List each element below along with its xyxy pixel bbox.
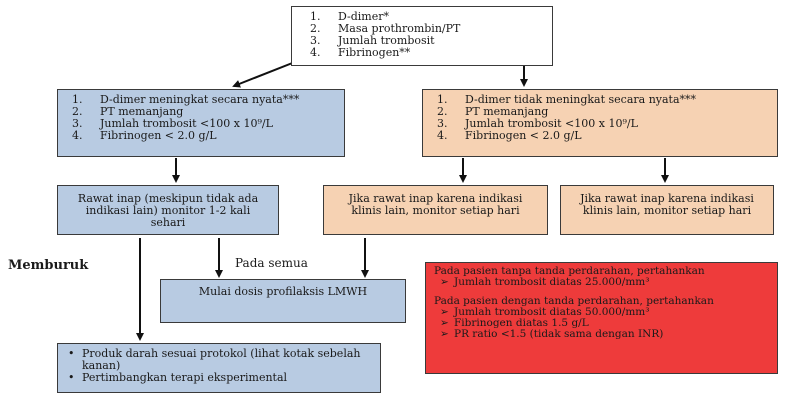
red-item: ➢ Jumlah trombosit diatas 50.000/mm³ xyxy=(440,306,650,318)
top-item: 1. D-dimer* xyxy=(310,10,389,23)
blood-products-item: • Produk darah sesuai protokol (lihat kotak sebelah kanan) xyxy=(68,347,361,372)
right-criteria-item: 3. Jumlah trombosit <100 x 10⁹/L xyxy=(437,117,638,130)
top-parameters-box xyxy=(291,6,553,66)
peach-monitor-box-right: Jika rawat inap karena indikasi klinis lain, monitor setiap hari xyxy=(560,185,774,235)
red-item: ➢ Fibrinogen diatas 1.5 g/L xyxy=(440,317,589,329)
left-criteria-item: 4. Fibrinogen < 2.0 g/L xyxy=(72,129,217,142)
red-item: ➢ PR ratio <1.5 (tidak sama dengan INR) xyxy=(440,328,664,340)
peach-monitor-box-mid: Jika rawat inap karena indikasi klinis lain, monitor setiap hari xyxy=(323,185,548,235)
lmwh-box: Mulai dosis profilaksis LMWH xyxy=(160,279,406,323)
left-criteria-item: 1. D-dimer meningkat secara nyata*** xyxy=(72,93,300,106)
memburuk-label: Memburuk xyxy=(8,258,89,273)
right-criteria-item: 2. PT memanjang xyxy=(437,105,549,118)
top-item: 2. Masa prothrombin/PT xyxy=(310,22,461,35)
blood-products-box xyxy=(57,343,381,393)
blood-products-item: • Pertimbangkan terapi eksperimental xyxy=(68,371,288,384)
right-criteria-item: 1. D-dimer tidak meningkat secara nyata*** xyxy=(437,93,697,106)
left-criteria-item: 2. PT memanjang xyxy=(72,105,184,118)
threshold-red-box xyxy=(425,262,778,374)
left-criteria-item: 3. Jumlah trombosit <100 x 10⁹/L xyxy=(72,117,273,130)
right-criteria-box xyxy=(422,89,778,157)
red-para-bleeding: Pada pasien dengan tanda perdarahan, pertahankan xyxy=(434,295,714,307)
top-item: 3. Jumlah trombosit xyxy=(310,34,435,47)
red-item: ➢ Jumlah trombosit diatas 25.000/mm³ xyxy=(440,276,650,288)
top-item: 4. Fibrinogen** xyxy=(310,46,411,59)
left-criteria-box xyxy=(57,89,345,157)
pada-semua-label: Pada semua xyxy=(235,256,308,270)
red-para-no-bleeding: Pada pasien tanpa tanda perdarahan, pertahankan xyxy=(434,265,705,277)
right-criteria-item: 4. Fibrinogen < 2.0 g/L xyxy=(437,129,582,142)
rawat-inap-box: Rawat inap (meskipun tidak ada indikasi lain) monitor 1-2 kali sehari xyxy=(57,185,279,235)
